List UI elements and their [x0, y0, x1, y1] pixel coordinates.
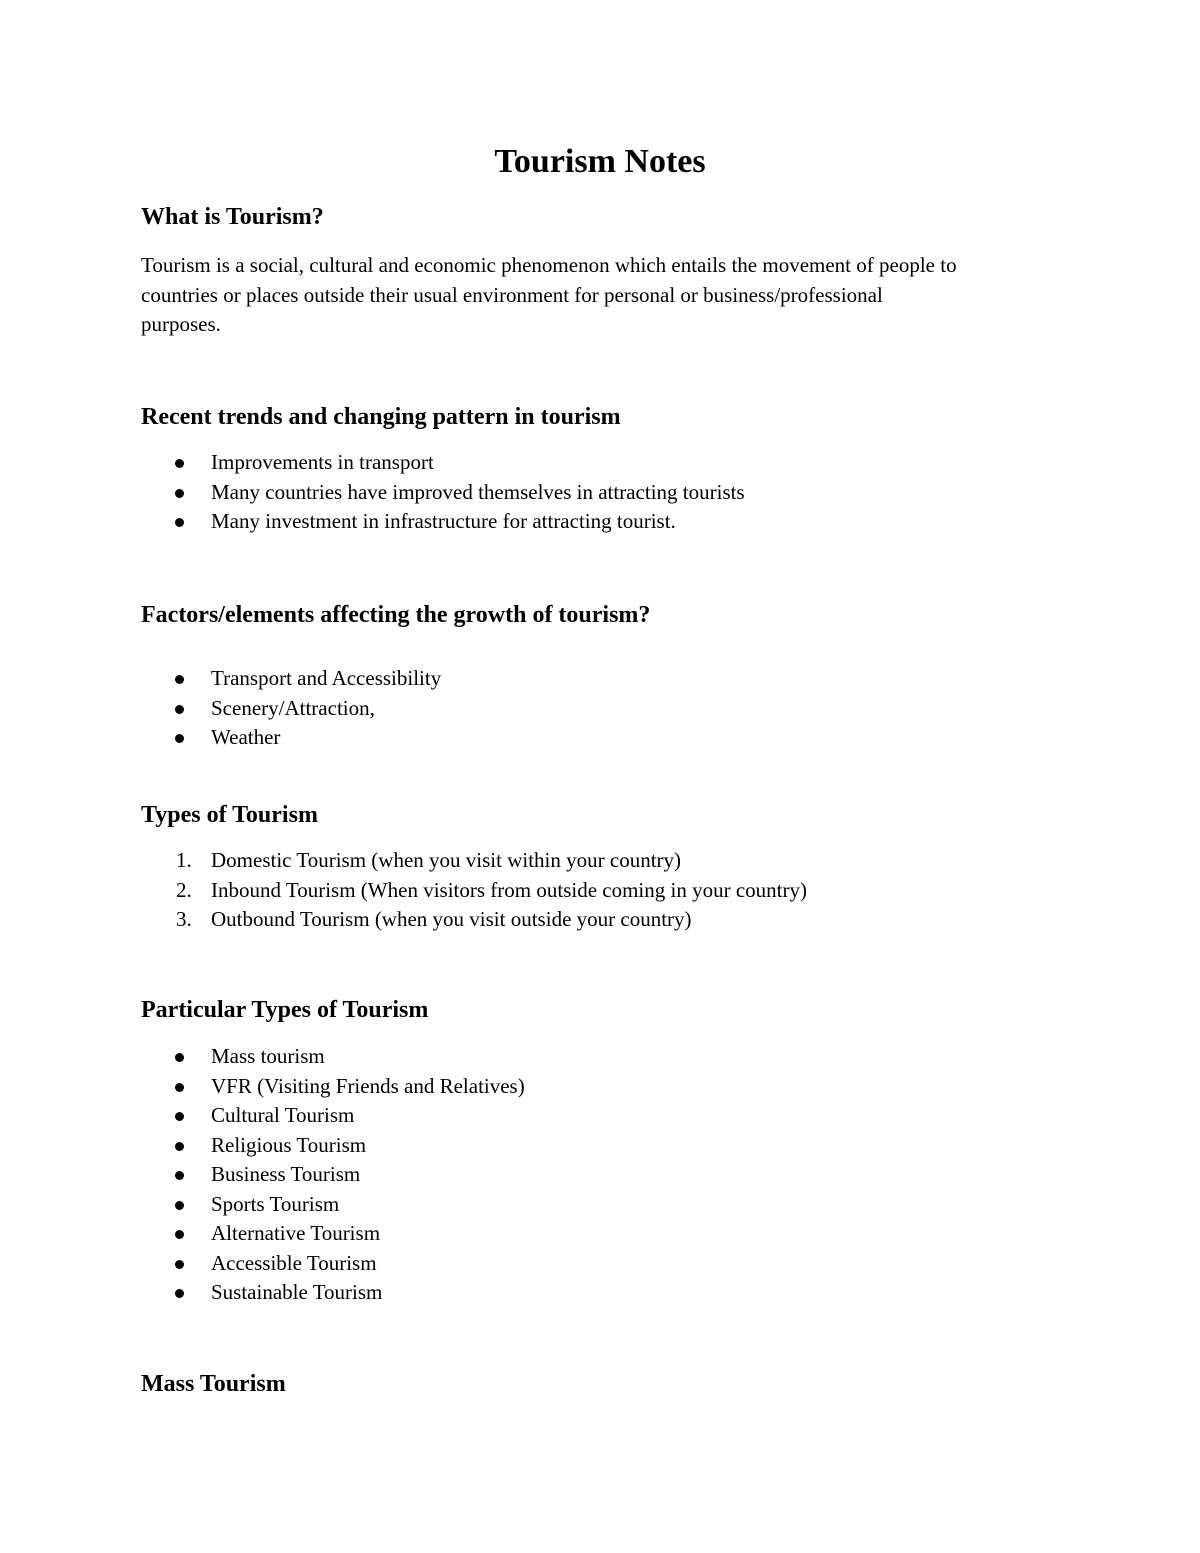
types-list — [141, 846, 807, 935]
bullet-icon — [175, 1053, 184, 1062]
list-number: 1. — [176, 848, 192, 872]
heading-mass-tourism: Mass Tourism — [141, 1371, 286, 1397]
list-item: Cultural Tourism — [141, 1101, 525, 1131]
list-item: Many investment in infrastructure for attracting tourist. — [141, 507, 745, 537]
list-item: 3. Outbound Tourism (when you visit outside your country) — [141, 905, 807, 935]
trends-list — [141, 448, 745, 537]
list-item: Sustainable Tourism — [141, 1278, 525, 1308]
list-item: Scenery/Attraction, — [141, 694, 441, 724]
bullet-icon — [175, 705, 184, 714]
heading-types-of-tourism: Types of Tourism — [141, 802, 318, 828]
bullet-icon — [175, 459, 184, 468]
list-item: Alternative Tourism — [141, 1219, 525, 1249]
factors-list — [141, 664, 441, 753]
list-item: Sports Tourism — [141, 1190, 525, 1220]
list-item: Mass tourism — [141, 1042, 525, 1072]
document-title: Tourism Notes — [494, 143, 706, 180]
definition-paragraph — [141, 251, 1071, 340]
heading-recent-trends: Recent trends and changing pattern in tourism — [141, 404, 621, 430]
bullet-icon — [175, 1112, 184, 1121]
list-item: Many countries have improved themselves in attracting tourists — [141, 478, 745, 508]
list-item: VFR (Visiting Friends and Relatives) — [141, 1072, 525, 1102]
list-item: Improvements in transport — [141, 448, 745, 478]
bullet-icon — [175, 1083, 184, 1092]
bullet-icon — [175, 734, 184, 743]
particular-types-list — [141, 1042, 525, 1308]
heading-what-is-tourism: What is Tourism? — [141, 204, 324, 230]
list-item: Business Tourism — [141, 1160, 525, 1190]
definition-line: purposes. — [141, 312, 221, 336]
bullet-icon — [175, 1142, 184, 1151]
list-number: 2. — [176, 877, 192, 902]
definition-line: countries or places outside their usual environment for personal or business/professional — [141, 282, 883, 307]
list-item: Transport and Accessibility — [141, 664, 441, 694]
bullet-icon — [175, 1171, 184, 1180]
list-item: 2. Inbound Tourism (When visitors from outside coming in your country) — [141, 876, 807, 906]
heading-factors: Factors/elements affecting the growth of tourism? — [141, 602, 651, 628]
bullet-icon — [175, 1201, 184, 1210]
list-item: Weather — [141, 723, 441, 753]
list-number: 3. — [176, 907, 192, 931]
list-item: Accessible Tourism — [141, 1249, 525, 1279]
bullet-icon — [175, 675, 184, 684]
bullet-icon — [175, 1260, 184, 1269]
bullet-icon — [175, 518, 184, 527]
list-item: Religious Tourism — [141, 1131, 525, 1161]
definition-line: Tourism is a social, cultural and economic phenomenon which entails the movement of people to — [141, 253, 957, 277]
bullet-icon — [175, 1289, 184, 1298]
bullet-icon — [175, 489, 184, 498]
bullet-icon — [175, 1230, 184, 1239]
heading-particular-types: Particular Types of Tourism — [141, 997, 429, 1023]
list-item: 1. Domestic Tourism (when you visit within your country) — [141, 846, 807, 876]
